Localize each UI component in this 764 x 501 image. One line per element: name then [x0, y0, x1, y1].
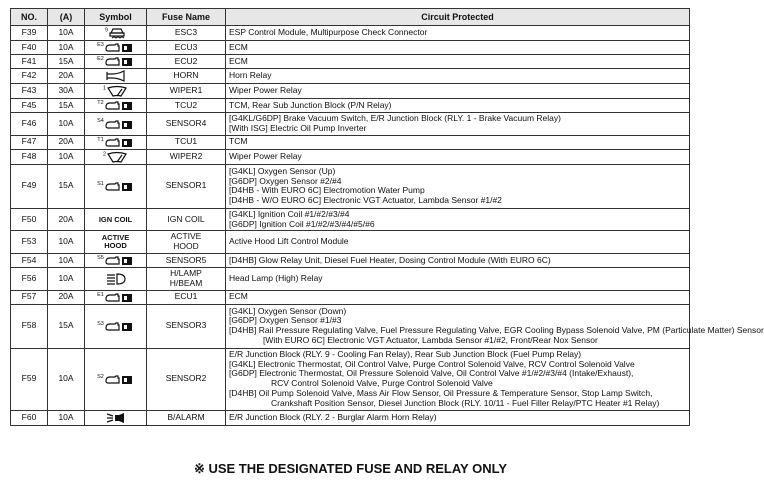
- circuit-line: [D4HB] Glow Relay Unit, Diesel Fuel Heater, Dosing Control Module (With EURO 6C): [229, 254, 551, 265]
- circuit-line: ECM: [229, 41, 248, 52]
- symbol-number: S4: [97, 118, 104, 125]
- circuit-protected: [226, 149, 690, 164]
- fuse-name-line: SENSOR4: [165, 118, 207, 129]
- circuit-line: Horn Relay: [229, 70, 272, 81]
- fuse-number: F47: [11, 135, 48, 149]
- circuit-line: ESP Control Module, Multipurpose Check Connector: [229, 27, 428, 38]
- fuse-number: F45: [11, 99, 48, 113]
- circuit-protected: [226, 290, 690, 304]
- engine-module-icon: [104, 42, 134, 52]
- fuse-number: F50: [11, 208, 48, 231]
- table-row: [11, 253, 690, 267]
- fuse-name-line: H/BEAM: [169, 277, 203, 288]
- fuse-name: [147, 164, 226, 208]
- circuit-line: ECM: [229, 55, 248, 66]
- circuit-protected: [226, 267, 690, 290]
- circuit-line: Wiper Power Relay: [229, 150, 302, 161]
- symbol-text: ACTIVE: [101, 233, 130, 242]
- circuit-line: [G6DP] Electronic Thermostat, Oil Pressure Solenoid Valve, Oil Control Valve #1/#2/#3/#4 (Intake/Exhaust),: [229, 368, 634, 379]
- fuse-number: F54: [11, 253, 48, 267]
- col-header-no: NO.: [11, 9, 48, 26]
- circuit-line: Head Lamp (High) Relay: [229, 272, 323, 283]
- fuse-name-line: TCU1: [174, 136, 198, 147]
- engine-module-icon: [104, 255, 134, 265]
- fuse-amperage: 15A: [48, 55, 85, 69]
- fuse-name-line: H/LAMP: [170, 267, 202, 278]
- fuse-number: F48: [11, 149, 48, 164]
- fuse-number: F43: [11, 84, 48, 99]
- symbol-number: 9: [104, 27, 109, 34]
- circuit-line: Active Hood Lift Control Module: [229, 236, 349, 247]
- fuse-table: [10, 8, 764, 426]
- fuse-symbol: [85, 304, 147, 348]
- fuse-name-line: SENSOR5: [165, 254, 207, 265]
- fuse-name: [147, 69, 226, 84]
- fuse-name: [147, 290, 226, 304]
- circuit-protected: [226, 304, 764, 348]
- circuit-line: [D4HB - W/O EURO 6C] Electronic VGT Actuator, Lambda Sensor #1/#2: [229, 195, 502, 206]
- symbol-number: E3: [97, 42, 104, 48]
- fuse-symbol: [85, 164, 147, 208]
- symbol-number: S3: [97, 320, 104, 327]
- table-row: [11, 69, 690, 84]
- engine-module-icon: [104, 291, 134, 301]
- col-header-amp: (A): [48, 9, 85, 26]
- circuit-line: Crankshaft Position Sensor, Diesel Junction Block (RLY. 10/11 - Fuel Filler Relay/PTC Heater #1 Relay): [271, 397, 660, 408]
- fuse-symbol: [85, 113, 147, 136]
- circuit-protected: [226, 69, 690, 84]
- table-row: [11, 41, 690, 55]
- symbol-number: S2: [97, 373, 104, 380]
- fuse-name-line: ECU3: [174, 41, 198, 52]
- fuse-amperage: 10A: [48, 149, 85, 164]
- symbol-number: E2: [97, 56, 104, 63]
- fuse-amperage: 10A: [48, 267, 85, 290]
- fuse-name-line: WIPER1: [169, 85, 203, 96]
- fuse-name: [147, 410, 226, 425]
- circuit-line: RCV Control Solenoid Valve, Purge Control Solenoid Valve: [271, 378, 493, 389]
- fuse-name-line: SENSOR3: [165, 320, 207, 331]
- fuse-name: [147, 135, 226, 149]
- table-row: [11, 267, 690, 290]
- circuit-protected: [226, 99, 690, 113]
- fuse-name-line: SENSOR2: [165, 373, 207, 384]
- circuit-protected: [226, 26, 690, 41]
- fuse-name-line: B/ALARM: [167, 411, 205, 422]
- fuse-number: F46: [11, 113, 48, 136]
- fuse-name-line: ACTIVE: [170, 231, 202, 242]
- fuse-number: F58: [11, 304, 48, 348]
- fuse-symbol: [85, 26, 147, 41]
- engine-module-icon: [104, 56, 134, 66]
- fuse-number: F60: [11, 410, 48, 425]
- fuse-name: [147, 84, 226, 99]
- fuse-name: [147, 304, 226, 348]
- symbol-number: T2: [97, 100, 104, 107]
- fuse-number: F49: [11, 164, 48, 208]
- fuse-name: [147, 55, 226, 69]
- symbol-number: 1: [102, 85, 107, 92]
- circuit-line: [G4KL/G6DP] Brake Vacuum Switch, E/R Junction Block (RLY. 1 - Brake Vacuum Relay): [229, 113, 561, 124]
- footer-note: ※ USE THE DESIGNATED FUSE AND RELAY ONLY: [193, 461, 508, 476]
- fuse-number: F39: [11, 26, 48, 41]
- fuse-amperage: 10A: [48, 253, 85, 267]
- fuse-amperage: 20A: [48, 69, 85, 84]
- fuse-name-line: HOOD: [173, 241, 199, 252]
- symbol-number: S5: [97, 254, 104, 261]
- wiper-icon: [106, 151, 128, 161]
- alarm-icon: [105, 412, 127, 422]
- table-row: [11, 290, 690, 304]
- fuse-name: [147, 41, 226, 55]
- fuse-name-line: IGN COIL: [167, 213, 205, 224]
- col-header-fuse-name: Fuse Name: [147, 9, 226, 26]
- table-row: [11, 348, 690, 410]
- fuse-amperage: 30A: [48, 84, 85, 99]
- fuse-name: [147, 253, 226, 267]
- fuse-number: F41: [11, 55, 48, 69]
- fuse-symbol: [85, 84, 147, 99]
- fuse-symbol: [85, 55, 147, 69]
- circuit-line: TCM, Rear Sub Junction Block (P/N Relay): [229, 99, 392, 110]
- engine-module-icon: [104, 118, 134, 128]
- circuit-line: ECM: [229, 291, 248, 302]
- fuse-symbol: [85, 348, 147, 410]
- circuit-line: Wiper Power Relay: [229, 85, 302, 96]
- symbol-number: E1: [97, 291, 104, 298]
- table-row: [11, 149, 690, 164]
- fuse-name: [147, 26, 226, 41]
- fuse-symbol: [85, 99, 147, 113]
- fuse-number: F42: [11, 69, 48, 84]
- symbol-number: 2: [102, 151, 107, 158]
- circuit-line: E/R Junction Block (RLY. 2 - Burglar Alarm Horn Relay): [229, 411, 437, 422]
- circuit-line: TCM: [229, 136, 248, 147]
- fuse-amperage: 10A: [48, 113, 85, 136]
- fuse-name-line: ECU2: [174, 55, 198, 66]
- fuse-amperage: 20A: [48, 208, 85, 231]
- fuse-number: F57: [11, 290, 48, 304]
- fuse-name-line: WIPER2: [169, 150, 203, 161]
- col-header-symbol: Symbol: [85, 9, 147, 26]
- fuse-symbol: [85, 410, 147, 425]
- header-row: [11, 9, 690, 26]
- fuse-symbol: [85, 267, 147, 290]
- fuse-number: F40: [11, 41, 48, 55]
- fuse-name: [147, 208, 226, 231]
- esc-icon: [108, 27, 126, 37]
- table-row: [11, 410, 690, 425]
- engine-module-icon: [104, 320, 134, 330]
- symbol-number: S1: [97, 180, 104, 187]
- circuit-protected: [226, 135, 690, 149]
- fuse-name: [147, 348, 226, 410]
- table-row: [11, 84, 690, 99]
- fuse-name: [147, 149, 226, 164]
- engine-module-icon: [104, 137, 134, 147]
- circuit-line: [D4HB] Rail Pressure Regulating Valve, Fuel Pressure Regulating Valve, EGR Cooling Bypass Solenoid Valve, PM (Particulate Matter) Sensor: [229, 325, 764, 336]
- fuse-symbol: [85, 253, 147, 267]
- circuit-protected: [226, 253, 690, 267]
- table-row: [11, 99, 690, 113]
- fuse-name-line: TCU2: [174, 99, 198, 110]
- fuse-symbol: [85, 208, 147, 231]
- circuit-protected: [226, 55, 690, 69]
- fuse-name-line: HORN: [173, 70, 199, 81]
- circuit-line: [G4KL] Ignition Coil #1/#2/#3/#4: [229, 208, 350, 219]
- fuse-amperage: 15A: [48, 164, 85, 208]
- circuit-line: [G4KL] Electronic Thermostat, Oil Control Valve, Purge Control Solenoid Valve, RCV Control Solenoid Valve: [229, 358, 635, 369]
- fuse-amperage: 10A: [48, 410, 85, 425]
- circuit-line: [G4KL] Oxygen Sensor (Up): [229, 165, 336, 176]
- col-header-circuit: Circuit Protected: [226, 9, 690, 26]
- circuit-protected: [226, 231, 690, 254]
- engine-module-icon: [104, 100, 134, 110]
- fuse-name-line: SENSOR1: [165, 180, 207, 191]
- fuse-symbol: [85, 69, 147, 84]
- fuse-symbol: [85, 41, 147, 55]
- fuse-amperage: 10A: [48, 231, 85, 254]
- high-beam-icon: [105, 273, 127, 283]
- fuse-name: [147, 99, 226, 113]
- circuit-line: [D4HB - With EURO 6C] Electromotion Water Pump: [229, 185, 425, 196]
- table-row: [11, 135, 690, 149]
- table-row: [11, 164, 690, 208]
- circuit-line: [G6DP] Oxygen Sensor #1/#3: [229, 315, 342, 326]
- fuse-name-line: ESC3: [174, 27, 198, 38]
- fuse-name: [147, 231, 226, 254]
- circuit-protected: [226, 208, 690, 231]
- symbol-number: T1: [97, 136, 104, 143]
- fuse-amperage: 15A: [48, 99, 85, 113]
- circuit-line: E/R Junction Block (RLY. 9 - Cooling Fan Relay), Rear Sub Junction Block (Fuel Pump Relay): [229, 348, 582, 359]
- circuit-line: [G6DP] Oxygen Sensor #2/#4: [229, 175, 342, 186]
- fuse-symbol: [85, 290, 147, 304]
- fuse-number: F59: [11, 348, 48, 410]
- fuse-amperage: 20A: [48, 135, 85, 149]
- fuse-number: F53: [11, 231, 48, 254]
- fuse-name: [147, 113, 226, 136]
- fuse-amperage: 10A: [48, 26, 85, 41]
- table-row: [11, 26, 690, 41]
- symbol-text: HOOD: [104, 240, 127, 250]
- circuit-protected: [226, 410, 690, 425]
- table-row: [11, 113, 690, 136]
- circuit-protected: [226, 84, 690, 99]
- fuse-symbol: [85, 135, 147, 149]
- fuse-amperage: 10A: [48, 41, 85, 55]
- circuit-line: [D4HB] Oil Pump Solenoid Valve, Mass Air Flow Sensor, Oil Pressure & Temperature Sensor, Stop Lamp Switch,: [229, 387, 653, 398]
- fuse-amperage: 20A: [48, 290, 85, 304]
- fuse-symbol: [85, 149, 147, 164]
- table-row: [11, 231, 690, 254]
- fuse-number: F56: [11, 267, 48, 290]
- engine-module-icon: [104, 373, 134, 383]
- table-row: [11, 208, 690, 231]
- fuse-amperage: 15A: [48, 304, 85, 348]
- circuit-protected: [226, 348, 690, 410]
- engine-module-icon: [104, 181, 134, 191]
- wiper-icon: [106, 85, 128, 95]
- horn-icon: [104, 70, 128, 80]
- table-row: [11, 55, 690, 69]
- table-row: [11, 304, 690, 348]
- circuit-line: [With ISG] Electric Oil Pump Inverter: [229, 123, 367, 133]
- fuse-symbol: [85, 231, 147, 254]
- symbol-text: IGN COIL: [98, 214, 133, 224]
- circuit-line: [G6DP] Ignition Coil #1/#2/#3/#4/#5/#6: [229, 218, 375, 229]
- circuit-line: [G4KL] Oxygen Sensor (Down): [229, 305, 347, 316]
- circuit-protected: [226, 113, 690, 136]
- circuit-protected: [226, 41, 690, 55]
- circuit-line: [With EURO 6C] Electronic VGT Actuator, Lambda Sensor #1/#2, Front/Rear Nox Sensor: [263, 334, 598, 345]
- fuse-name-line: ECU1: [174, 291, 198, 302]
- fuse-amperage: 10A: [48, 348, 85, 410]
- circuit-protected: [226, 164, 690, 208]
- fuse-name: [147, 267, 226, 290]
